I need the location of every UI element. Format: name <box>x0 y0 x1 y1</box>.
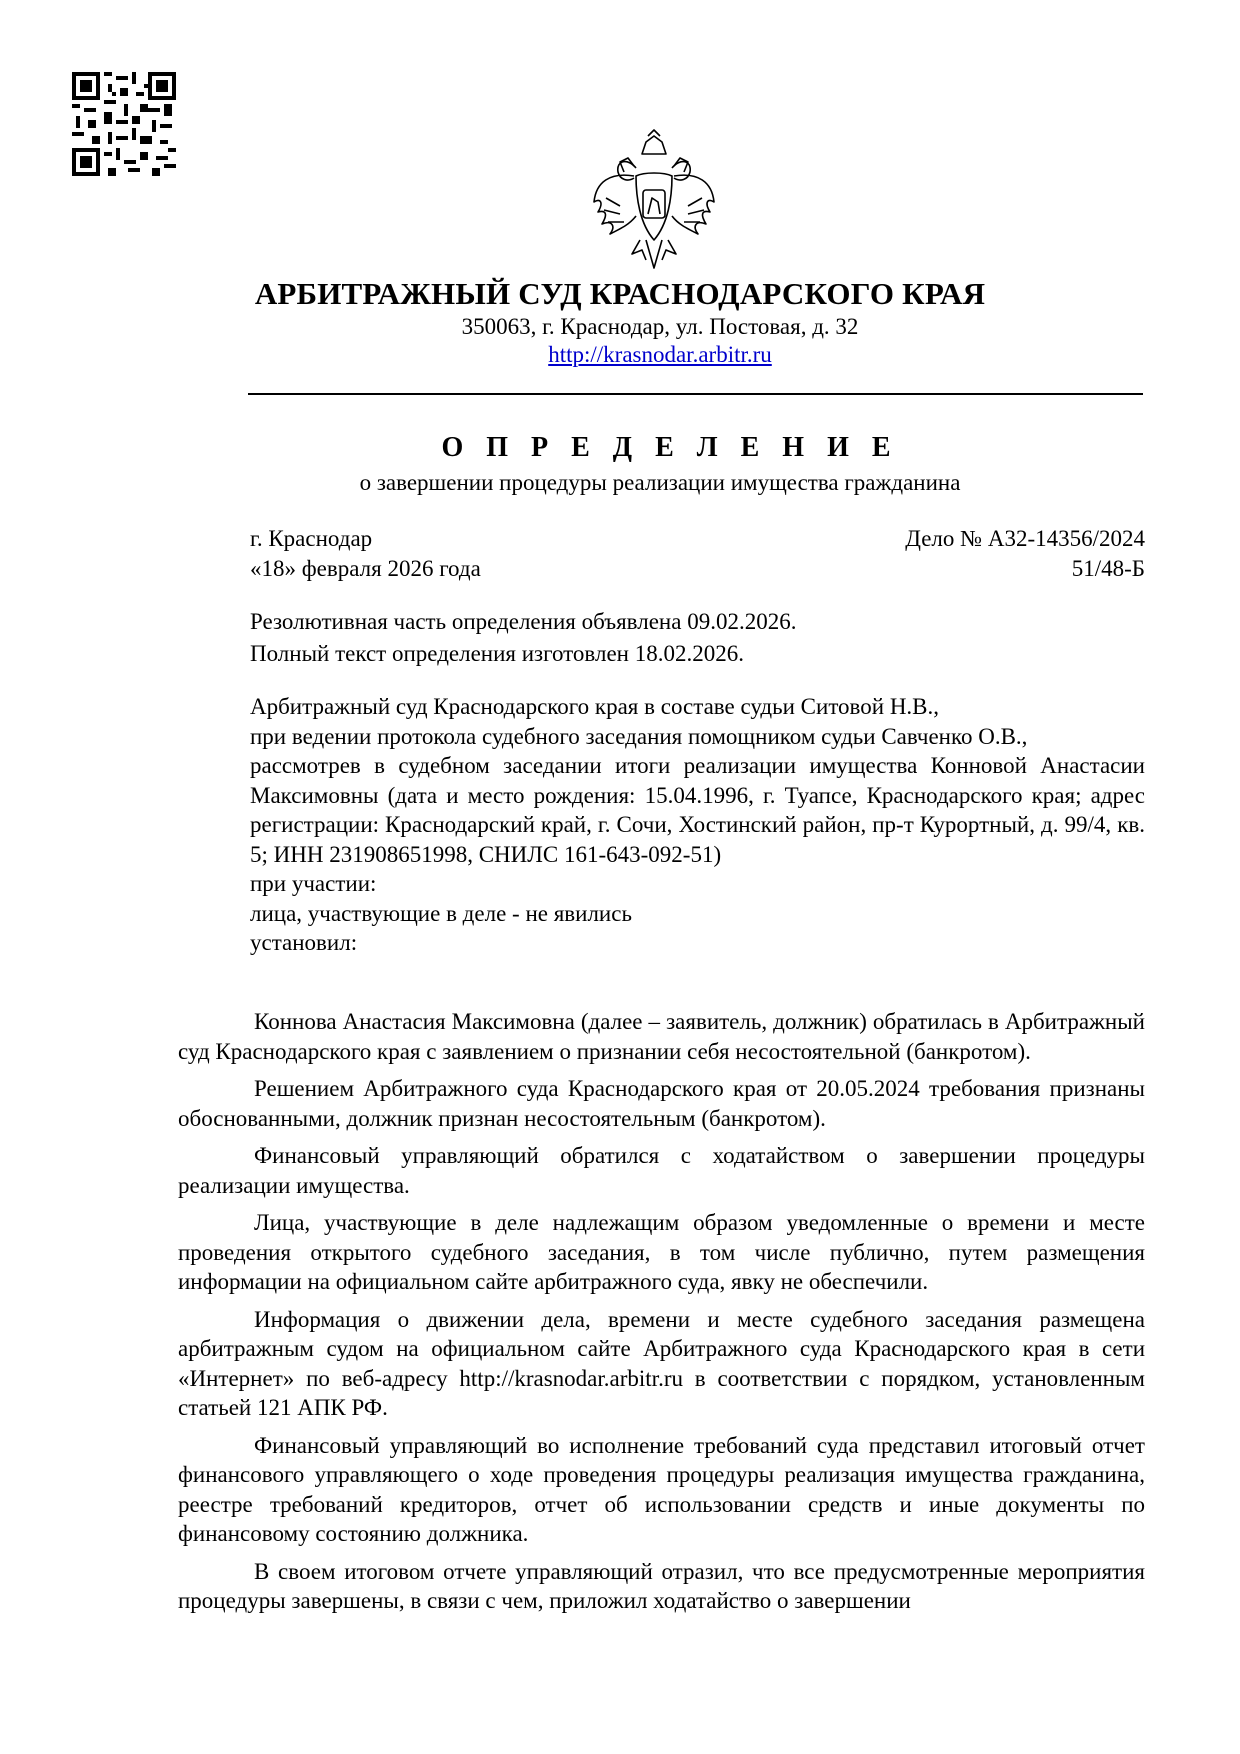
body-paragraph: Лица, участвующие в деле надлежащим образом уведомленные о времени и месте проведения открытого судебного заседания, в том числе публично, путем размещения информации на официальном сайте арбитражного суда, явку не обеспечили. <box>178 1210 1145 1294</box>
intro-block <box>250 692 1145 958</box>
document-place-date <box>250 524 481 584</box>
court-website-link[interactable]: http://krasnodar.arbitr.ru <box>548 342 772 367</box>
document-body <box>178 1007 1145 1624</box>
body-paragraph: Решением Арбитражного суда Краснодарского края от 20.05.2024 требования признаны обоснованными, должник признан несостоятельным (банкротом). <box>178 1076 1145 1131</box>
intro-composition: Арбитражный суд Краснодарского края в составе судьи Ситовой Н.В., <box>250 694 940 719</box>
case-number: Дело № А32-14356/2024 <box>905 526 1145 551</box>
coat-of-arms-emblem <box>590 128 718 276</box>
body-paragraph: В своем итоговом отчете управляющий отразил, что все предусмотренные мероприятия процедуры завершены, в связи с чем, приложил ходатайство о завершении <box>178 1558 1145 1613</box>
qr-code <box>72 72 176 176</box>
intro-established: установил: <box>250 930 358 955</box>
court-url-container <box>0 342 1240 368</box>
intro-protocol: при ведении протокола судебного заседания помощником судьи Савченко О.В., <box>250 723 1028 749</box>
body-paragraph: Финансовый управляющий во исполнение требований суда представил итоговый отчет финансового управляющего о ходе проведения процедуры реализация имущества гражданина, реестре требований кредиторов, отчет об использовании средств и иные документы по финансовому состоянию должника. <box>178 1432 1145 1546</box>
case-identifiers <box>905 524 1145 584</box>
body-paragraph: Коннова Анастасия Максимовна (далее – заявитель, должник) обратилась в Арбитражный суд Краснодарского края с заявлением о признании себя несостоятельной (банкротом). <box>178 1009 1145 1064</box>
document-title: О П Р Е Д Е Л Е Н И Е <box>441 432 899 463</box>
court-address: 350063, г. Краснодар, ул. Постовая, д. 32 <box>461 314 859 339</box>
case-subnumber: 51/48-Б <box>1071 556 1145 581</box>
intro-considering: рассмотрев в судебном заседании итоги реализации имущества Конновой Анастасии Максимовны (дата и место рождения: 15.04.1996, г. Туапсе, Краснодарского края; адрес регистрации: Краснодарский край, г. Сочи, Хостинский район, пр-т Курортный, д. 99/4, кв. 5; ИНН 231908651998, СНИЛС 161-643-092-51) <box>250 753 1145 867</box>
intro-participants: лица, участвующие в деле - не явились <box>250 900 632 926</box>
document-subtitle: о завершении процедуры реализации имущества гражданина <box>359 470 961 495</box>
intro-participation: при участии: <box>250 871 377 896</box>
document-date: «18» февраля 2026 года <box>250 556 481 581</box>
court-name: АРБИТРАЖНЫЙ СУД КРАСНОДАРСКОГО КРАЯ <box>254 276 986 311</box>
document-city: г. Краснодар <box>250 526 373 551</box>
full-text-prepared: Полный текст определения изготовлен 18.02.2026. <box>250 641 744 666</box>
header-divider <box>248 393 1143 395</box>
resolution-announced: Резолютивная часть определения объявлена 09.02.2026. <box>250 609 797 634</box>
announcement-block <box>250 606 796 670</box>
body-paragraph: Финансовый управляющий обратился с ходатайством о завершении процедуры реализации имущества. <box>178 1143 1145 1198</box>
body-paragraph: Информация о движении дела, времени и месте судебного заседания размещена арбитражным судом на официальном сайте Арбитражного суда Краснодарского края в сети «Интернет» по веб-адресу http://krasnodar.arbitr.ru в соответствии с порядком, установленным статьей 121 АПК РФ. <box>178 1306 1145 1420</box>
